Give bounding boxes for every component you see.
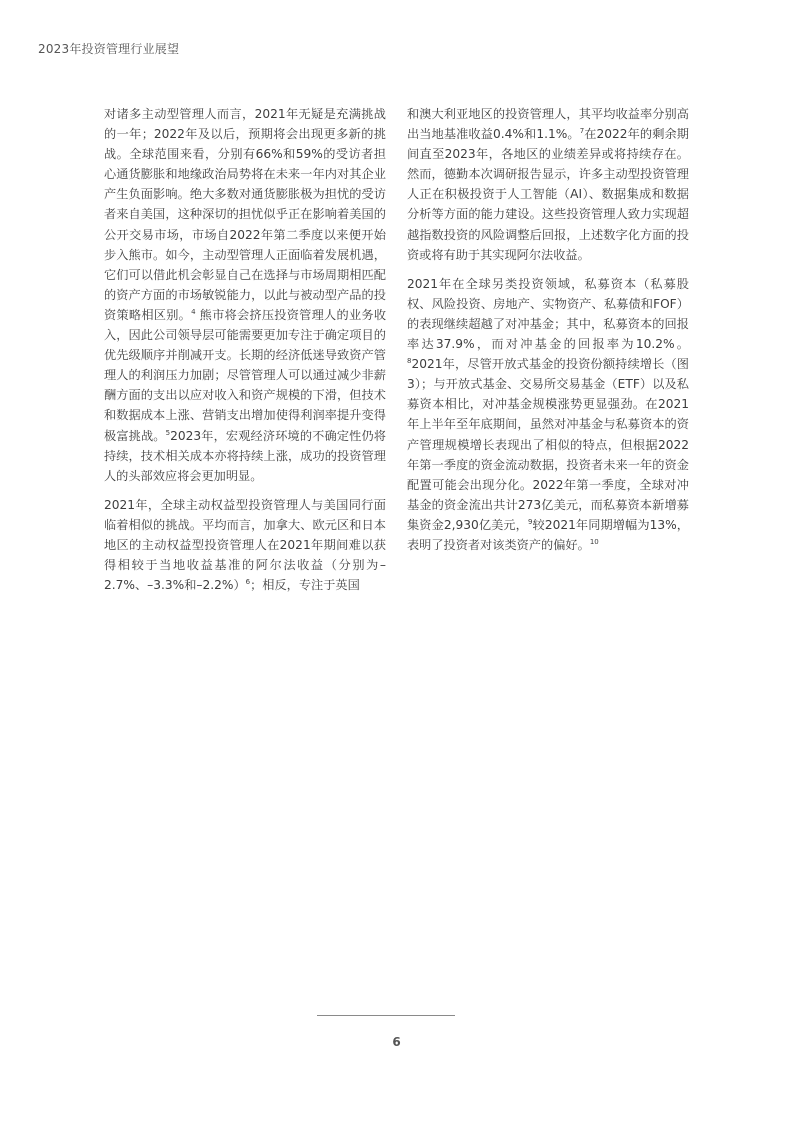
paragraph-text: 2021年在全球另类投资领域，私募资本（私募股权、风险投资、房地产、实物资产、私募债和FOF）的表现继续超越了对冲基金；其中，私募资本的回报率达37.9%，而对冲基金的回报率为10.2%。 — [407, 276, 689, 352]
right-column — [407, 104, 689, 564]
footnote-ref[interactable]: 8 — [407, 357, 412, 366]
page-number: 6 — [392, 1035, 401, 1049]
left-column — [104, 104, 386, 604]
paragraph-text: 熊市将会挤压投资管理人的业务收入，因此公司领导层可能需要更加专注于确定项目的优先级顺序并削减开支。长期的经济低迷导致资产管理人的利润压力加剧；尽管管理人可以通过减少非薪酬方面的支出以应对收入和资产规模的下滑，但技术和数据成本上涨、营销支出增加使得利润率提升变得极富挑战。 — [104, 307, 387, 443]
paragraph-text: 在2022年的剩余期间直至2023年，各地区的业绩差异或将持续存在。然而，德勤本次调研报告显示，许多主动型投资管理人正在积极投资于人工智能（AI）、数据集成和数据分析等方面的能力建设。这些投资管理人致力实现超越指数投资的风险调整后回报，上述数字化方面的投资或将有助于其实现阿尔法收益。 — [407, 127, 689, 262]
paragraph-global-equity — [104, 495, 386, 595]
paragraph-text: 2021年，尽管开放式基金的投资份额持续增长（图3）；与开放式基金、交易所交易基金（ETF）以及私募资本相比，对冲基金规模涨势更显强劲。在2021年上半年至年底期间，虽然对冲基金与私募资本的资产管理规模增长表现出了相似的特点，但根据2022年第一季度的资金流动数据，投资者未来一年的资金配置可能会出现分化。2022年第一季度，全球对冲基金的资金流出共计273亿美元，而私募资本新增募集资金2,930亿美元， — [407, 357, 689, 532]
paragraph-text: ；相反，专注于英国 — [250, 578, 360, 593]
footnote-ref[interactable]: 4 — [191, 307, 196, 316]
paragraph-alternative-investments — [407, 274, 689, 555]
footnote-ref[interactable]: 9 — [527, 517, 533, 526]
paragraph-text: 2023年，宏观经济环境的不确定性仍将持续，技术相关成本亦将持续上涨，成功的投资管理人的头部效应将会更加明显。 — [104, 428, 386, 483]
paragraph-text: 较2021年同期增幅为13%，表明了投资者对该类资产的偏好。 — [407, 517, 689, 552]
paragraph-active-managers — [104, 104, 386, 486]
footnote-ref[interactable]: 10 — [589, 537, 599, 546]
paragraph-uk-australia — [407, 104, 689, 265]
running-header: 2023年投资管理行业展望 — [38, 42, 180, 56]
footnote-ref[interactable]: 6 — [245, 578, 251, 587]
footnote-ref[interactable]: 5 — [165, 428, 171, 437]
paragraph-text: 和澳大利亚地区的投资管理人，其平均收益率分别高出当地基准收益0.4%和1.1%。 — [407, 107, 689, 142]
paragraph-text: 对诸多主动型管理人而言，2021年无疑是充满挑战的一年；2022年及以后，预期将会出现更多新的挑战。全球范围来看，分别有66%和59%的受访者担心通货膨胀和地缘政治局势将在未来一年内对其企业产生负面影响。绝大多数对通货膨胀极为担忧的受访者来自美国，这种深切的担忧似乎正在影响着美国的公开交易市场，市场自2022年第二季度以来便开始步入熊市。如今，主动型管理人正面临着发展机遇，它们可以借此机会彰显自己在选择与市场周期相匹配的资产方面的市场敏锐能力，以此与被动型产品的投资策略相区别。 — [104, 107, 386, 322]
paragraph-text: 2021年，全球主动权益型投资管理人与美国同行面临着相似的挑战。平均而言，加拿大、欧元区和日本地区的主动权益型投资管理人在2021年期间难以获得相较于当地收益基准的阿尔法收益（分别为–2.7%、–3.3%和–2.2%） — [104, 497, 386, 593]
footer-divider — [317, 1015, 455, 1016]
footnote-ref[interactable]: 7 — [579, 127, 585, 136]
